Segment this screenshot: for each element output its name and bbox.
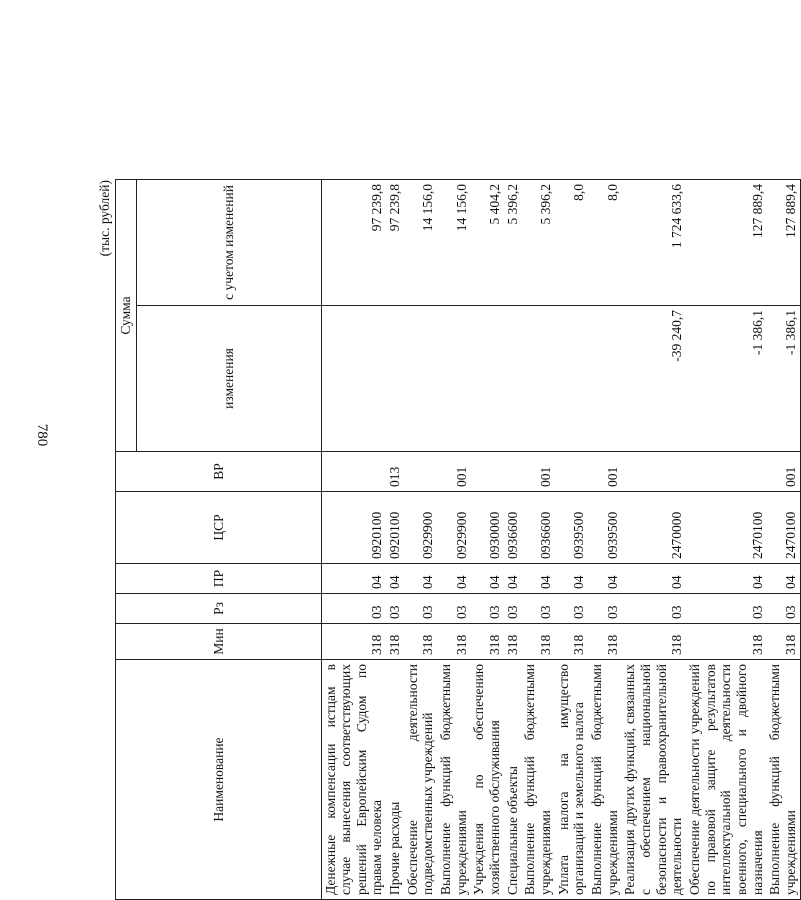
row-csr-cell: 0920100 (321, 492, 386, 564)
row-name-cell: Выполнение функций бюджетными учреждениями (521, 660, 554, 900)
table-row (521, 179, 554, 899)
row-min-cell: 318 (555, 624, 588, 660)
row-name-cell: Специальные объекты (504, 660, 522, 900)
row-pr-cell: 04 (686, 564, 766, 594)
row-rz-cell: 03 (404, 594, 437, 624)
table-row (437, 179, 470, 899)
row-vr-cell: 013 (386, 452, 404, 492)
table-row (321, 179, 386, 899)
row-vr-cell (470, 452, 503, 492)
row-name-cell: Выполнение функций бюджетными учреждениями (437, 660, 470, 900)
row-rz-cell: 03 (686, 594, 766, 624)
header-csr: ЦСР (116, 492, 322, 564)
page-number: 780 (34, 423, 50, 447)
table-row (686, 179, 766, 899)
row-min-cell: 318 (404, 624, 437, 660)
row-vr-cell: 001 (437, 452, 470, 492)
row-pr-cell: 04 (404, 564, 437, 594)
row-change-cell (437, 306, 470, 452)
row-csr-cell: 0920100 (386, 492, 404, 564)
row-change-cell (555, 306, 588, 452)
row-total-cell: 14 156,0 (437, 179, 470, 305)
row-min-cell: 318 (470, 624, 503, 660)
budget-table (115, 179, 801, 900)
row-vr-cell (555, 452, 588, 492)
row-total-cell: 14 156,0 (404, 179, 437, 305)
row-change-cell (404, 306, 437, 452)
header-vr: ВР (116, 452, 322, 492)
row-total-cell: 127 889,4 (686, 179, 766, 305)
row-total-cell: 8,0 (588, 179, 621, 305)
row-change-cell: -39 240,7 (621, 306, 686, 452)
row-change-cell (588, 306, 621, 452)
row-pr-cell: 04 (766, 564, 800, 594)
row-rz-cell: 03 (321, 594, 386, 624)
row-min-cell: 318 (386, 624, 404, 660)
row-min-cell: 318 (686, 624, 766, 660)
row-csr-cell: 0936600 (504, 492, 522, 564)
row-name-cell: Обеспечение деятельности подведомственных учреждений (404, 660, 437, 900)
row-vr-cell: 001 (521, 452, 554, 492)
header-name: Наименование (116, 660, 322, 900)
row-csr-cell: 0939500 (588, 492, 621, 564)
row-csr-cell: 0930000 (470, 492, 503, 564)
row-total-cell: 5 396,2 (521, 179, 554, 305)
row-min-cell: 318 (621, 624, 686, 660)
row-pr-cell: 04 (588, 564, 621, 594)
row-change-cell: -1 386,1 (766, 306, 800, 452)
header-pr: ПР (116, 564, 322, 594)
row-csr-cell: 2470100 (686, 492, 766, 564)
row-csr-cell: 2470100 (766, 492, 800, 564)
row-total-cell: 5 396,2 (504, 179, 522, 305)
table-row (386, 179, 404, 899)
table-body (321, 179, 800, 899)
row-name-cell: Учреждения по обеспечению хозяйственного обслуживания (470, 660, 503, 900)
row-vr-cell (404, 452, 437, 492)
row-name-cell: Выполнение функций бюджетными учреждениями (588, 660, 621, 900)
row-csr-cell: 0936600 (521, 492, 554, 564)
row-min-cell: 318 (766, 624, 800, 660)
row-min-cell: 318 (521, 624, 554, 660)
table-row (766, 179, 800, 899)
header-changes: изменения (136, 306, 321, 452)
row-pr-cell: 04 (504, 564, 522, 594)
row-vr-cell: 001 (588, 452, 621, 492)
table-row (504, 179, 522, 899)
row-total-cell: 1 724 633,6 (621, 179, 686, 305)
row-min-cell: 318 (321, 624, 386, 660)
header-with-changes: с учетом изменений (136, 179, 321, 305)
row-rz-cell: 03 (521, 594, 554, 624)
row-total-cell: 8,0 (555, 179, 588, 305)
row-vr-cell (686, 452, 766, 492)
row-change-cell (386, 306, 404, 452)
row-vr-cell (621, 452, 686, 492)
table-row (470, 179, 503, 899)
header-min: Мин (116, 624, 322, 660)
row-csr-cell: 0939500 (555, 492, 588, 564)
row-name-cell: Обеспечение деятельности учреждений по правовой защите результатов интеллектуальной деятельности военного, специального и двойного назначения (686, 660, 766, 900)
row-rz-cell: 03 (555, 594, 588, 624)
units-label: (тыс. рублей) (97, 180, 112, 257)
row-change-cell: -1 386,1 (686, 306, 766, 452)
row-min-cell: 318 (504, 624, 522, 660)
row-rz-cell: 03 (766, 594, 800, 624)
row-vr-cell (321, 452, 386, 492)
row-name-cell: Реализация других функций, связанных с обеспечением национальной безопасности и правоохранительной деятельности (621, 660, 686, 900)
row-total-cell: 5 404,2 (470, 179, 503, 305)
row-change-cell (504, 306, 522, 452)
row-pr-cell: 04 (386, 564, 404, 594)
row-pr-cell: 04 (621, 564, 686, 594)
row-rz-cell: 03 (470, 594, 503, 624)
row-min-cell: 318 (437, 624, 470, 660)
row-name-cell: Уплата налога на имущество организаций и земельного налога (555, 660, 588, 900)
row-name-cell: Денежные компенсации истцам в случае вынесения соответствующих решений Европейским Судом по правам человека (321, 660, 386, 900)
row-rz-cell: 03 (437, 594, 470, 624)
row-pr-cell: 04 (470, 564, 503, 594)
row-rz-cell: 03 (621, 594, 686, 624)
row-pr-cell: 04 (521, 564, 554, 594)
table-row (555, 179, 588, 899)
row-csr-cell: 0929900 (404, 492, 437, 564)
header-rz: Рз (116, 594, 322, 624)
row-pr-cell: 04 (437, 564, 470, 594)
row-change-cell (521, 306, 554, 452)
row-total-cell: 97 239,8 (321, 179, 386, 305)
row-name-cell: Прочие расходы (386, 660, 404, 900)
row-change-cell (470, 306, 503, 452)
row-vr-cell: 001 (766, 452, 800, 492)
table-row (621, 179, 686, 899)
row-rz-cell: 03 (504, 594, 522, 624)
row-total-cell: 127 889,4 (766, 179, 800, 305)
row-rz-cell: 03 (386, 594, 404, 624)
table-row (404, 179, 437, 899)
row-min-cell: 318 (588, 624, 621, 660)
rotated-page-content (95, 180, 798, 900)
row-rz-cell: 03 (588, 594, 621, 624)
row-total-cell: 97 239,8 (386, 179, 404, 305)
row-vr-cell (504, 452, 522, 492)
row-csr-cell: 2470000 (621, 492, 686, 564)
row-pr-cell: 04 (555, 564, 588, 594)
row-pr-cell: 04 (321, 564, 386, 594)
row-change-cell (321, 306, 386, 452)
table-row (588, 179, 621, 899)
row-name-cell: Выполнение функций бюджетными учреждениями (766, 660, 800, 900)
header-sum-group: Сумма (116, 179, 137, 451)
row-csr-cell: 0929900 (437, 492, 470, 564)
